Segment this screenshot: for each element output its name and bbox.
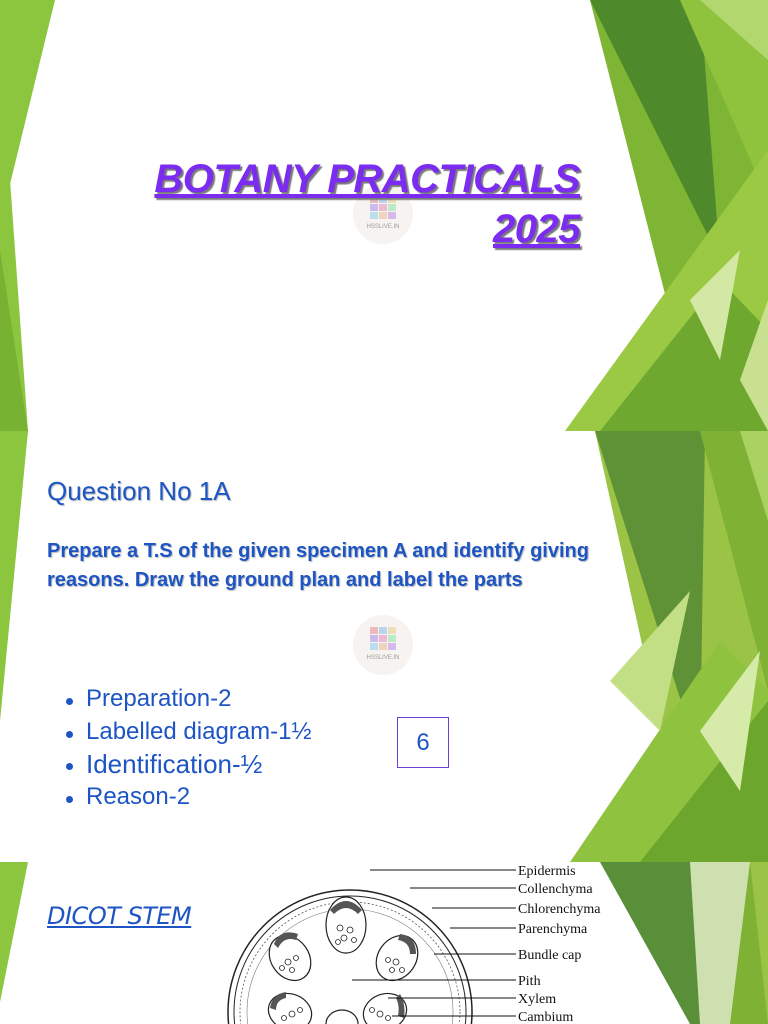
label-xylem: Xylem xyxy=(518,992,557,1007)
mark-label: Preparation-2 xyxy=(86,685,232,712)
label-collenchyma: Collenchyma xyxy=(518,882,593,897)
watermark-logo xyxy=(353,615,413,675)
bullet-icon xyxy=(66,698,73,705)
grid-logo-icon xyxy=(370,627,396,651)
title-line-1: BOTANY PRACTICALS xyxy=(154,157,580,201)
label-pith: Pith xyxy=(518,974,541,989)
bullet-icon xyxy=(66,763,73,770)
mark-label: Reason-2 xyxy=(86,782,191,810)
label-epidermis: Epidermis xyxy=(518,864,576,879)
list-item xyxy=(66,781,311,814)
label-chlorenchyma: Chlorenchyma xyxy=(518,902,601,917)
mark-label: Identification-½ xyxy=(86,749,263,779)
dicot-stem-diagram xyxy=(220,862,605,1024)
dicot-stem-slide xyxy=(0,862,768,1024)
mark-label: Labelled diagram-1½ xyxy=(86,717,312,745)
total-marks-box xyxy=(397,717,449,768)
bullet-icon xyxy=(66,796,73,803)
title-slide xyxy=(0,0,768,431)
label-bundle-cap: Bundle cap xyxy=(518,948,582,963)
list-item xyxy=(66,748,311,781)
page-title xyxy=(154,154,580,254)
marks-list xyxy=(66,683,311,813)
list-item xyxy=(66,716,311,749)
label-parenchyma: Parenchyma xyxy=(518,922,588,937)
bullet-icon xyxy=(66,731,73,738)
list-item xyxy=(66,683,311,716)
title-line-2: 2025 xyxy=(493,207,580,251)
question-text: Prepare a T.S of the given specimen A and identify giving reasons. Draw the ground plan and label the parts xyxy=(47,540,589,591)
label-cambium: Cambium xyxy=(518,1010,574,1024)
question-title: Question No 1A xyxy=(47,476,231,506)
watermark-text: HSSLIVE.IN xyxy=(366,224,400,230)
question-slide xyxy=(0,431,768,862)
section-heading: DICOT STEM xyxy=(47,902,192,930)
total-marks-value: 6 xyxy=(416,728,430,756)
watermark-text: HSSLIVE.IN xyxy=(366,655,400,661)
